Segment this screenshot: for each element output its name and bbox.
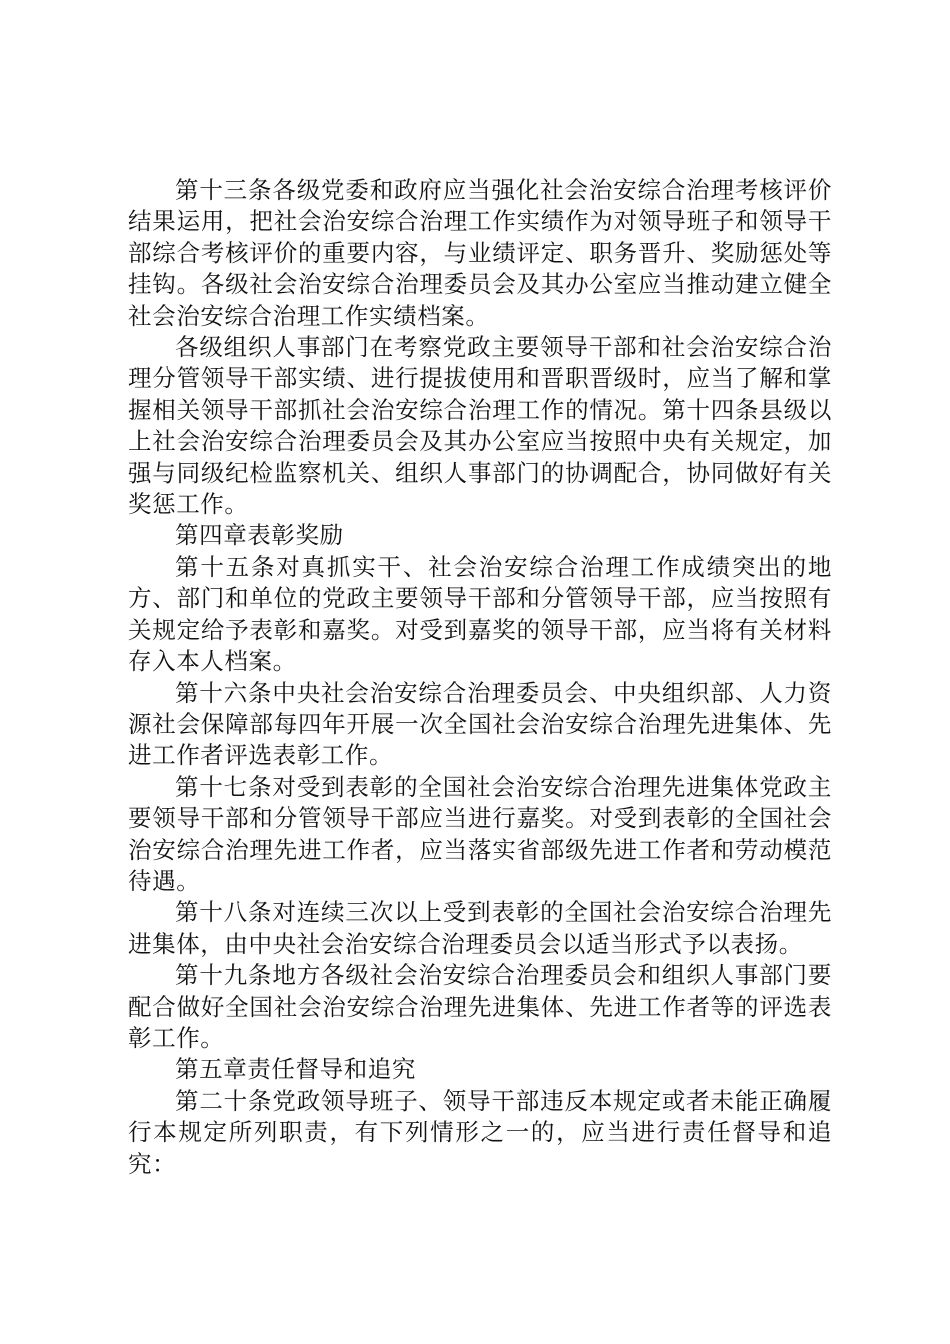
article-20-paragraph: 第二十条党政领导班子、领导干部违反本规定或者未能正确履行本规定所列职责，有下列情形之一的，应当进行责任督导和追究：	[128, 1086, 832, 1178]
chapter-4-heading: 第四章表彰奖励	[175, 521, 344, 550]
article-15-paragraph: 第十五条对真抓实干、社会治安综合治理工作成绩突出的地方、部门和单位的党政主要领导干部和分管领导干部，应当按照有关规定给予表彰和嘉奖。对受到嘉奖的领导干部，应当将有关材料存入本人档案。	[128, 552, 832, 676]
article-18-paragraph: 第十八条对连续三次以上受到表彰的全国社会治安综合治理先进集体，由中央社会治安综合治理委员会以适当形式予以表扬。	[128, 898, 832, 958]
article-16-paragraph: 第十六条中央社会治安综合治理委员会、中央组织部、人力资源社会保障部每四年开展一次全国社会治安综合治理先进集体、先进工作者评选表彰工作。	[128, 678, 832, 770]
article-14-paragraph: 各级组织人事部门在考察党政主要领导干部和社会治安综合治理分管领导干部实绩、进行提拔使用和晋职晋级时，应当了解和掌握相关领导干部抓社会治安综合治理工作的情况。第十四条县级以上社会治安综合治理委员会及其办公室应当按照中央有关规定，加强与同级纪检监察机关、组织人事部门的协调配合，协同做好有关奖惩工作。	[128, 333, 832, 519]
article-19-paragraph: 第十九条地方各级社会治安综合治理委员会和组织人事部门要配合做好全国社会治安综合治理先进集体、先进工作者等的评选表彰工作。	[128, 961, 832, 1052]
article-17-paragraph: 第十七条对受到表彰的全国社会治安综合治理先进集体党政主要领导干部和分管领导干部应当进行嘉奖。对受到表彰的全国社会治安综合治理先进工作者，应当落实省部级先进工作者和劳动模范待遇。	[128, 772, 832, 895]
article-13-paragraph: 第十三条各级党委和政府应当强化社会治安综合治理考核评价结果运用，把社会治安综合治理工作实绩作为对领导班子和领导干部综合考核评价的重要内容，与业绩评定、职务晋升、奖励惩处等挂钩。各级社会治安综合治理委员会及其办公室应当推动建立健全社会治安综合治理工作实绩档案。	[128, 176, 832, 330]
chapter-5-heading: 第五章责任督导和追究	[175, 1055, 416, 1084]
document-body	[128, 175, 832, 1180]
